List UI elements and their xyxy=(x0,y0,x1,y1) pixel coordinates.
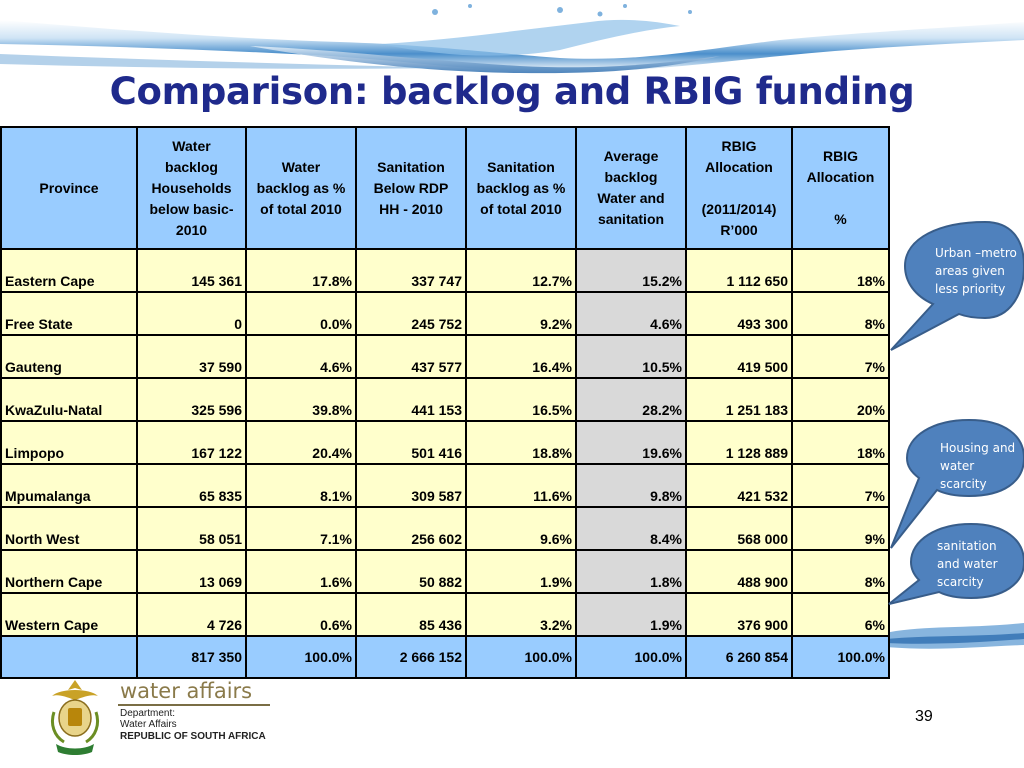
table-cell: 37 590 xyxy=(137,335,246,378)
callout-text-line: scarcity xyxy=(940,477,987,491)
table-cell: 167 122 xyxy=(137,421,246,464)
table-cell: 58 051 xyxy=(137,507,246,550)
table-cell: 419 500 xyxy=(686,335,792,378)
callout-text-line: scarcity xyxy=(937,575,984,589)
table-cell: 488 900 xyxy=(686,550,792,593)
table-cell: 4 726 xyxy=(137,593,246,636)
column-header xyxy=(137,127,246,249)
table-cell: 441 153 xyxy=(356,378,466,421)
table-cell: 568 000 xyxy=(686,507,792,550)
table-cell: 9.2% xyxy=(466,292,576,335)
table-cell: 7% xyxy=(792,464,889,507)
column-header-line xyxy=(690,178,788,199)
table-row xyxy=(1,378,889,421)
table-cell: 8.4% xyxy=(576,507,686,550)
table-cell: 0 xyxy=(137,292,246,335)
logo-dept-line: Water Affairs xyxy=(120,719,177,730)
province-cell: Western Cape xyxy=(1,593,137,636)
total-cell: 2 666 152 xyxy=(356,636,466,678)
table-cell: 1.9% xyxy=(576,593,686,636)
callout-text-line: Urban –metro xyxy=(935,246,1017,260)
table-cell: 20% xyxy=(792,378,889,421)
brand-wordmark: water affairs xyxy=(120,679,253,703)
table-cell: 16.4% xyxy=(466,335,576,378)
table-cell: 85 436 xyxy=(356,593,466,636)
province-cell: Limpopo xyxy=(1,421,137,464)
total-cell: 100.0% xyxy=(792,636,889,678)
province-cell: Gauteng xyxy=(1,335,137,378)
total-cell: 100.0% xyxy=(246,636,356,678)
column-header-line: R’000 xyxy=(720,221,758,238)
table-cell: 13 069 xyxy=(137,550,246,593)
logo-department xyxy=(120,708,177,730)
table-cell: 15.2% xyxy=(576,249,686,292)
table-cell: 8.1% xyxy=(246,464,356,507)
table-cell: 18% xyxy=(792,249,889,292)
table-cell: 39.8% xyxy=(246,378,356,421)
coat-of-arms-icon xyxy=(46,678,104,756)
table-cell: 0.6% xyxy=(246,593,356,636)
column-header-line: sanitation xyxy=(597,211,665,227)
table-cell: 325 596 xyxy=(137,378,246,421)
callout-text-line: sanitation xyxy=(937,539,997,553)
table-cell: 6% xyxy=(792,593,889,636)
table-cell: 9.6% xyxy=(466,507,576,550)
table-cell: 19.6% xyxy=(576,421,686,464)
column-header xyxy=(466,127,576,249)
table-cell: 493 300 xyxy=(686,292,792,335)
table-total-row xyxy=(1,636,889,678)
column-header-line: 2010 xyxy=(175,221,208,238)
table-cell: 337 747 xyxy=(356,249,466,292)
column-header-line: Allocation xyxy=(806,169,875,185)
table-cell: 256 602 xyxy=(356,507,466,550)
table-cell: 1.8% xyxy=(576,550,686,593)
column-header xyxy=(1,127,137,249)
table-cell: 245 752 xyxy=(356,292,466,335)
column-header-line: HH - 2010 xyxy=(379,200,443,217)
province-cell: Free State xyxy=(1,292,137,335)
callout-text-line: areas given xyxy=(935,264,1005,278)
logo-country: REPUBLIC OF SOUTH AFRICA xyxy=(120,731,266,742)
column-header-line: of total 2010 xyxy=(260,200,342,217)
column-header-line: below basic- xyxy=(149,200,234,217)
callout-housing-water-text xyxy=(940,439,1015,493)
table-cell: 421 532 xyxy=(686,464,792,507)
table-cell: 376 900 xyxy=(686,593,792,636)
province-cell: North West xyxy=(1,507,137,550)
logo-dept-line: Department: xyxy=(120,708,176,719)
column-header-line: backlog xyxy=(165,158,218,175)
table-cell: 8% xyxy=(792,550,889,593)
water-splash-accent xyxy=(885,605,1024,665)
table-row xyxy=(1,421,889,464)
table-row xyxy=(1,464,889,507)
column-header-line: backlog xyxy=(604,169,658,185)
total-cell xyxy=(1,636,137,678)
callout-text-line: less priority xyxy=(935,282,1006,296)
table-cell: 0.0% xyxy=(246,292,356,335)
column-header-line: of total 2010 xyxy=(480,200,562,217)
column-header-line: Province xyxy=(39,179,99,196)
column-header-line: backlog as % xyxy=(256,179,346,196)
table-cell: 145 361 xyxy=(137,249,246,292)
column-header-line: Sanitation xyxy=(487,158,555,175)
table-cell: 9.8% xyxy=(576,464,686,507)
table-cell: 4.6% xyxy=(576,292,686,335)
table-row xyxy=(1,550,889,593)
callout-urban-metro-text xyxy=(935,244,1017,298)
callout-text-line: Housing and xyxy=(940,441,1016,455)
table-cell: 50 882 xyxy=(356,550,466,593)
column-header-line: Sanitation xyxy=(377,158,445,175)
table-cell: 20.4% xyxy=(246,421,356,464)
table-row xyxy=(1,335,889,378)
callout-sanitation-water-text xyxy=(937,537,998,591)
table-cell: 7.1% xyxy=(246,507,356,550)
column-header-line: (2011/2014) xyxy=(701,200,777,217)
total-cell: 100.0% xyxy=(466,636,576,678)
total-cell: 6 260 854 xyxy=(686,636,792,678)
column-header xyxy=(686,127,792,249)
callout-text-line: water xyxy=(940,459,975,473)
table-cell: 7% xyxy=(792,335,889,378)
table-row xyxy=(1,249,889,292)
province-cell: KwaZulu-Natal xyxy=(1,378,137,421)
slide-title: Comparison: backlog and RBIG funding xyxy=(109,70,915,113)
column-header-line: % xyxy=(834,211,847,227)
water-splash-banner xyxy=(0,0,1024,75)
column-header xyxy=(246,127,356,249)
table-cell: 1.9% xyxy=(466,550,576,593)
backlog-rbig-table xyxy=(0,126,890,679)
column-header-line: Average xyxy=(603,148,659,164)
table-cell: 8% xyxy=(792,292,889,335)
column-header-line xyxy=(796,188,885,209)
province-cell: Northern Cape xyxy=(1,550,137,593)
column-header-line: Water and xyxy=(597,190,665,206)
callout-text-line: and water xyxy=(937,557,998,571)
table-cell: 437 577 xyxy=(356,335,466,378)
province-cell: Mpumalanga xyxy=(1,464,137,507)
page-number: 39 xyxy=(915,708,933,725)
table-cell: 18.8% xyxy=(466,421,576,464)
table-cell: 309 587 xyxy=(356,464,466,507)
table-cell: 17.8% xyxy=(246,249,356,292)
total-cell: 100.0% xyxy=(576,636,686,678)
table-row xyxy=(1,507,889,550)
column-header xyxy=(356,127,466,249)
table-cell: 1.6% xyxy=(246,550,356,593)
table-cell: 28.2% xyxy=(576,378,686,421)
table-cell: 11.6% xyxy=(466,464,576,507)
column-header-line: Below RDP xyxy=(373,179,449,196)
province-cell: Eastern Cape xyxy=(1,249,137,292)
table-row xyxy=(1,292,889,335)
column-header-line: RBIG xyxy=(721,137,757,154)
column-header-line: Water xyxy=(172,137,211,154)
column-header-line: Water xyxy=(281,158,321,175)
table-cell: 1 112 650 xyxy=(686,249,792,292)
table-cell: 3.2% xyxy=(466,593,576,636)
column-header xyxy=(576,127,686,249)
total-cell: 817 350 xyxy=(137,636,246,678)
table-cell: 65 835 xyxy=(137,464,246,507)
table-cell: 10.5% xyxy=(576,335,686,378)
column-header-line: backlog as % xyxy=(476,179,566,196)
column-header-line: RBIG xyxy=(823,148,858,164)
column-header-line: Households xyxy=(151,179,232,196)
table-cell: 4.6% xyxy=(246,335,356,378)
table-cell: 12.7% xyxy=(466,249,576,292)
table-cell: 1 128 889 xyxy=(686,421,792,464)
table-row xyxy=(1,593,889,636)
column-header-line: Allocation xyxy=(705,158,773,175)
table-cell: 501 416 xyxy=(356,421,466,464)
table-cell: 1 251 183 xyxy=(686,378,792,421)
table-cell: 18% xyxy=(792,421,889,464)
table-cell: 9% xyxy=(792,507,889,550)
table-header-row xyxy=(1,127,889,249)
column-header xyxy=(792,127,889,249)
table-cell: 16.5% xyxy=(466,378,576,421)
logo-divider xyxy=(118,704,270,706)
